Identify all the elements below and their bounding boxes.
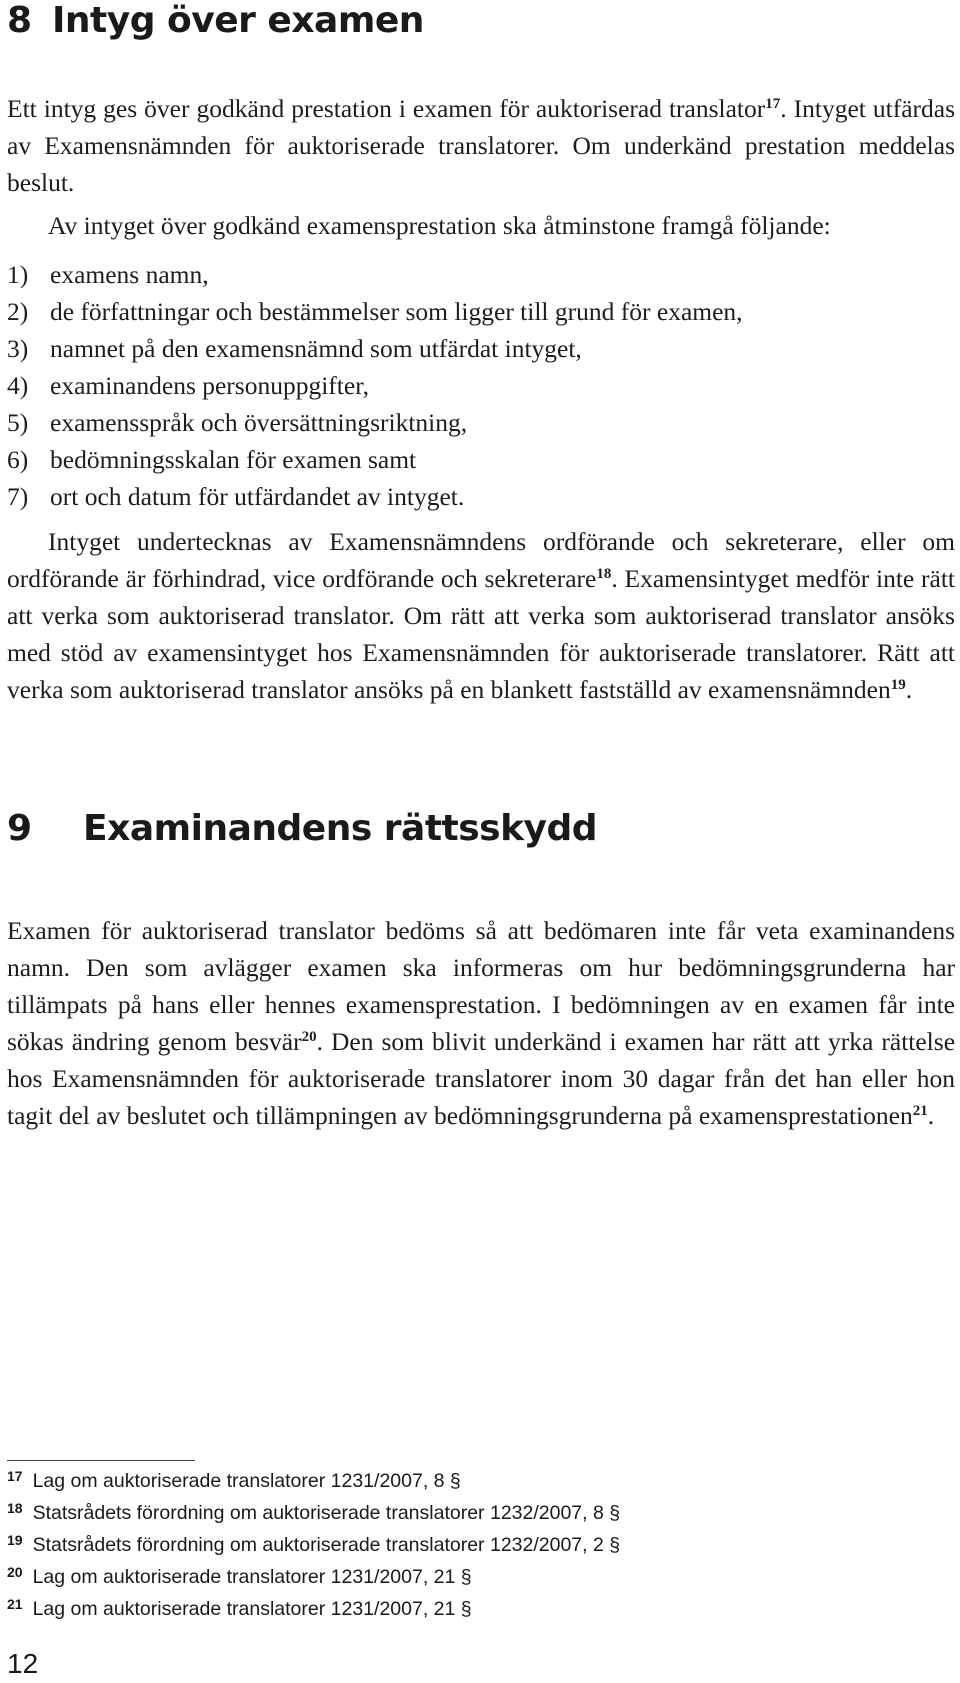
list-item: [7, 478, 743, 515]
list-item-text: ort och datum för utfärdandet av intyget.: [50, 482, 465, 511]
list-item-text: examensspråk och översättningsriktning,: [50, 408, 468, 437]
list-item-text: de författningar och bestämmelser som ligger till grund för examen,: [50, 297, 743, 326]
footnote-number: 20: [7, 1564, 23, 1580]
list-item-text: examinandens personuppgifter,: [50, 371, 370, 400]
paragraph-text: Ett intyg ges över godkänd prestation i examen för auktoriserad translator: [7, 94, 766, 123]
list-item-text: bedömningsskalan för examen samt: [50, 445, 417, 474]
footnote-number: 18: [7, 1500, 23, 1516]
footnote-text: Lag om auktoriserade translatorer 1231/2007, 21 §: [32, 1566, 472, 1588]
section-8-paragraph-2: [7, 207, 955, 244]
paragraph-text: .: [927, 1101, 935, 1130]
list-item-number: 6): [7, 445, 29, 474]
section-number: 8: [7, 0, 32, 41]
footnote-item: [7, 1562, 620, 1594]
section-9-heading: [7, 808, 597, 849]
paragraph-text: . Intyget utfärdas av Examensnämnden för auktoriserade translatorer. Om underkänd prestation meddelas beslut.: [7, 94, 955, 197]
footnote-item: [7, 1594, 620, 1626]
paragraph-text: Examen för auktoriserad translator bedöms så att bedömaren inte får veta examinandens namn. Den som avlägger examen ska informeras om hur bedömningsgrunderna har tillämpats på hans eller hennes examensprestation. I bedömningen av en examen får inte sökas ändring genom besvär: [7, 916, 955, 1056]
list-item-text: examens namn,: [50, 260, 209, 289]
footnote-ref-18[interactable]: 18: [596, 566, 612, 582]
footnote-ref-17[interactable]: 17: [765, 96, 781, 112]
list-item-number: 2): [7, 297, 29, 326]
footnote-divider: [7, 1460, 195, 1461]
footnotes: [7, 1466, 620, 1626]
page-number: 12: [7, 1648, 39, 1679]
section-9-paragraph-1: [7, 912, 955, 1134]
requirements-list: [7, 256, 743, 515]
footnote-item: [7, 1466, 620, 1498]
section-title: Intyg över examen: [52, 0, 424, 41]
section-title: Examinandens rättsskydd: [83, 808, 598, 849]
section-8-paragraph-1: [7, 90, 955, 201]
list-item-number: 4): [7, 371, 29, 400]
footnote-number: 17: [7, 1468, 23, 1484]
list-item: [7, 404, 743, 441]
list-item: [7, 256, 743, 293]
list-item-number: 7): [7, 482, 29, 511]
section-number: 9: [7, 808, 32, 849]
paragraph-text: . Den som blivit underkänd i examen har rätt att yrka rättelse hos Examensnämnden för auktoriserade translatorer inom 30 dagar från det han eller hon tagit del av beslutet och tillämpningen av bedömningsgrunderna på examensprestationen: [7, 1027, 956, 1130]
list-item: [7, 293, 743, 330]
list-item-text: namnet på den examensnämnd som utfärdat intyget,: [50, 334, 582, 363]
list-item: [7, 441, 743, 478]
list-item-number: 5): [7, 408, 29, 437]
paragraph-text: .: [905, 675, 913, 704]
list-item: [7, 367, 743, 404]
list-item: [7, 330, 743, 367]
footnote-ref-19[interactable]: 19: [890, 677, 906, 693]
paragraph-text: Av intyget över godkänd examensprestation ska åtminstone framgå följande:: [48, 211, 831, 240]
list-item-number: 3): [7, 334, 29, 363]
paragraph-text: Intyget undertecknas av Examensnämndens ordförande och sekreterare, eller om ordförande är förhindrad, vice ordförande och sekreterare: [7, 527, 955, 593]
footnote-number: 21: [7, 1596, 23, 1612]
footnote-text: Lag om auktoriserade translatorer 1231/2007, 21 §: [32, 1598, 472, 1620]
footnote-text: Statsrådets förordning om auktoriserade translatorer 1232/2007, 8 §: [32, 1502, 621, 1524]
footnote-text: Statsrådets förordning om auktoriserade translatorer 1232/2007, 2 §: [32, 1534, 621, 1556]
footnote-ref-20[interactable]: 20: [301, 1029, 317, 1045]
section-8-paragraph-3: [7, 523, 955, 708]
footnote-ref-21[interactable]: 21: [912, 1103, 928, 1119]
section-8-heading: [7, 0, 424, 41]
footnote-text: Lag om auktoriserade translatorer 1231/2007, 8 §: [32, 1470, 461, 1492]
paragraph-text: . Examensintyget medför inte rätt att verka som auktoriserad translator. Om rätt att verka som auktoriserad translator ansöks med stöd av examensintyget hos Examensnämnden för auktoriserade translatorer. Rätt att verka som auktoriserad translator ansöks på en blankett fastställd av examensnämnden: [7, 564, 955, 704]
footnote-item: [7, 1530, 620, 1562]
list-item-number: 1): [7, 260, 29, 289]
footnote-item: [7, 1498, 620, 1530]
footnote-number: 19: [7, 1532, 23, 1548]
